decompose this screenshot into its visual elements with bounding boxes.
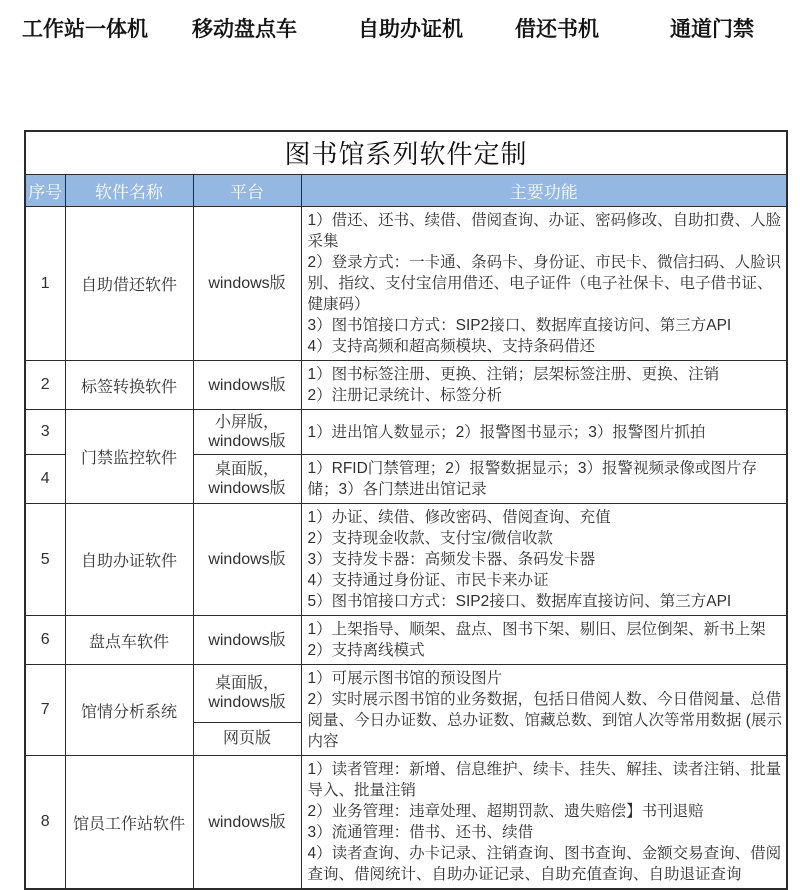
function-item: 2）支持离线模式	[307, 642, 425, 659]
table-title-row	[25, 131, 787, 175]
platform-line: windows版	[208, 480, 286, 497]
column-header-2: 软件名称	[65, 175, 193, 207]
function-item: 2）业务管理：违章处理、超期罚款、遗失赔偿】书刊退赔	[307, 803, 704, 820]
platform	[193, 616, 301, 665]
main-functions	[301, 756, 787, 890]
function-item: 2）支持现金收款、支付宝/微信收款	[307, 530, 553, 547]
table-row	[25, 616, 787, 665]
platform	[193, 410, 301, 455]
software-name: 自助借还软件	[65, 207, 193, 361]
main-functions	[301, 361, 787, 410]
platform	[193, 207, 301, 361]
function-item: 1）进出馆人数显示；2）报警图书显示；3）报警图片抓拍	[307, 423, 706, 441]
function-item: 3）支持发卡器：高频发卡器、条码发卡器	[307, 551, 596, 568]
function-item: 2）登录方式：一卡通、条码卡、身份证、市民卡、微信扫码、人脸识别、指纹、支付宝信用借还、电子证件（电子社保卡、电子借书证、健康码）	[307, 254, 782, 313]
table-row	[25, 665, 787, 723]
main-functions	[301, 504, 787, 616]
column-header-1: 序号	[25, 175, 65, 207]
software-name: 门禁监控软件	[65, 410, 193, 504]
function-item: 2）实时展示图书馆的业务数据，包括日借阅人数、今日借阅量、总借阅量、今日办证数、总办证数、馆藏总数、到馆人次等常用数据 (展示内容	[307, 691, 782, 750]
platform	[193, 504, 301, 616]
row-number: 7	[25, 665, 65, 756]
row-number: 2	[25, 361, 65, 410]
function-item: 4）读者查询、办卡记录、注销查询、图书查询、金额交易查询、借阅查询、借阅统计、自助办证记录、自助充值查询、自助退证查询	[307, 845, 782, 883]
nav-item-3[interactable]: 自助办证机	[358, 18, 463, 41]
top-nav	[0, 13, 800, 45]
library-software-table	[24, 130, 788, 890]
platform-line: windows版	[208, 694, 286, 712]
function-item: 3）流通管理：借书、还书、续借	[307, 824, 534, 841]
function-item: 1）借还、还书、续借、借阅查询、办证、密码修改、自助扣费、人脸采集	[307, 212, 782, 250]
table-row	[25, 756, 787, 890]
function-item: 1）图书标签注册、更换、注销；层架标签注册、更换、注销	[307, 366, 720, 383]
nav-item-5[interactable]: 通道门禁	[670, 18, 754, 41]
platform	[193, 722, 301, 755]
function-item: 1）可展示图书馆的预设图片	[307, 670, 503, 687]
table-row	[25, 504, 787, 616]
function-item: 1）RFID门禁管理；2）报警数据显示；3）报警视频录像或图片存储；3）各门禁进出馆记录	[307, 460, 758, 498]
nav-item-4[interactable]: 借还书机	[515, 18, 599, 41]
software-name: 馆情分析系统	[65, 665, 193, 756]
main-functions	[301, 410, 787, 455]
platform	[193, 665, 301, 723]
platform-line: 网页版	[222, 730, 271, 748]
function-item: 4）支持通过身份证、市民卡来办证	[307, 572, 549, 589]
platform-line: 桌面版，	[214, 461, 279, 478]
function-item: 1）办证、续借、修改密码、借阅查询、充值	[307, 509, 611, 526]
row-number: 1	[25, 207, 65, 361]
software-name: 标签转换软件	[65, 361, 193, 410]
row-number: 3	[25, 410, 65, 455]
platform-line: windows版	[208, 275, 286, 292]
nav-item-1[interactable]: 工作站一体机	[22, 18, 148, 41]
platform-line: 桌面版，	[214, 675, 279, 693]
row-number: 5	[25, 504, 65, 616]
function-item: 5）图书馆接口方式：SIP2接口、数据库直接访问、第三方API	[307, 593, 732, 610]
platform	[193, 361, 301, 410]
table-title: 图书馆系列软件定制	[25, 131, 787, 175]
main-functions	[301, 455, 787, 504]
column-header-3: 平台	[193, 175, 301, 207]
function-item: 2）注册记录统计、标签分析	[307, 387, 503, 404]
platform-line: windows版	[208, 813, 286, 831]
row-number: 4	[25, 455, 65, 504]
nav-item-2[interactable]: 移动盘点车	[192, 18, 297, 41]
table-row	[25, 361, 787, 410]
software-name: 盘点车软件	[65, 616, 193, 665]
software-name: 自助办证软件	[65, 504, 193, 616]
table-row	[25, 410, 787, 455]
platform	[193, 455, 301, 504]
function-item: 1）读者管理：新增、信息维护、续卡、挂失、解挂、读者注销、批量导入、批量注销	[307, 761, 782, 799]
platform-line: windows版	[208, 551, 286, 568]
function-item: 4）支持高频和超高频模块、支持条码借还	[307, 338, 596, 355]
main-functions	[301, 207, 787, 361]
table-row	[25, 207, 787, 361]
platform-line: windows版	[208, 433, 286, 450]
function-item: 3）图书馆接口方式：SIP2接口、数据库直接访问、第三方API	[307, 317, 732, 334]
function-item: 1）上架指导、顺架、盘点、图书下架、剔旧、层位倒架、新书上架	[307, 621, 766, 638]
platform	[193, 756, 301, 890]
row-number: 6	[25, 616, 65, 665]
main-functions	[301, 665, 787, 756]
row-number: 8	[25, 756, 65, 890]
table-header-row	[25, 175, 787, 207]
platform-line: windows版	[208, 376, 286, 394]
column-header-4: 主要功能	[301, 175, 787, 207]
platform-line: windows版	[208, 631, 286, 649]
software-name: 馆员工作站软件	[65, 756, 193, 890]
platform-line: 小屏版，	[214, 414, 279, 431]
main-functions	[301, 616, 787, 665]
